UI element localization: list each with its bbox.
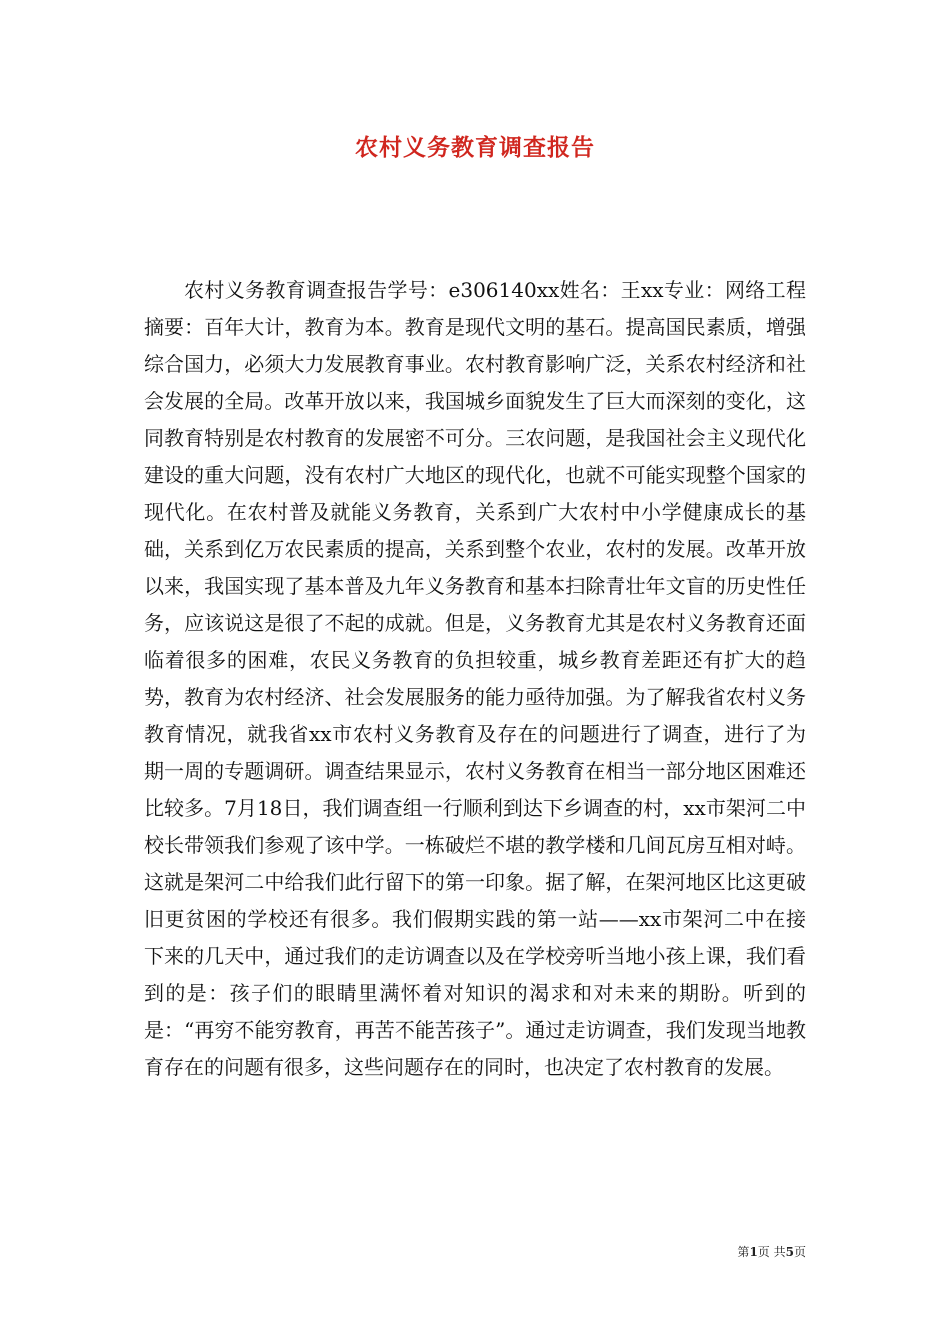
footer-middle: 页 共 [757, 1245, 786, 1259]
document-body-paragraph: 农村义务教育调查报告学号：e306140xx姓名：王xx专业：网络工程摘要：百年大计，教育为本。教育是现代文明的基石。提高国民素质，增强综合国力，必须大力发展教育事业。农村教育影响广泛，关系农村经济和社会发展的全局。改革开放以来，我国城乡面貌发生了巨大而深刻的变化，这同教育特别是农村教育的发展密不可分。三农问题，是我国社会主义现代化建设的重大问题，没有农村广大地区的现代化，也就不可能实现整个国家的现代化。在农村普及就能义务教育，关系到广大农村中小学健康成长的基础，关系到亿万农民素质的提高，关系到整个农业，农村的发展。改革开放以来，我国实现了基本普及九年义务教育和基本扫除青壮年文盲的历史性任务，应该说这是很了不起的成就。但是，义务教育尤其是农村义务教育还面临着很多的困难，农民义务教育的负担较重，城乡教育差距还有扩大的趋势，教育为农村经济、社会发展服务的能力亟待加强。为了解我省农村义务教育情况，就我省xx市农村义务教育及存在的问题进行了调查，进行了为期一周的专题调研。调查结果显示，农村义务教育在相当一部分地区困难还比较多。7月18日，我们调查组一行顺利到达下乡调查的村，xx市架河二中校长带领我们参观了该中学。一栋破烂不堪的教学楼和几间瓦房互相对峙。这就是架河二中给我们此行留下的第一印象。据了解，在架河地区比这更破旧更贫困的学校还有很多。我们假期实践的第一站——xx市架河二中在接下来的几天中，通过我们的走访调查以及在学校旁听当地小孩上课，我们看到的是：孩子们的眼睛里满怀着对知识的渴求和对未来的期盼。听到的是：“再穷不能穷教育，再苦不能苦孩子”。通过走访调查，我们发现当地教育存在的问题有很多，这些问题存在的同时，也决定了农村教育的发展。 [144, 278, 806, 1079]
footer-total-pages: 5 [785, 1245, 794, 1259]
footer-current-page: 1 [749, 1245, 758, 1259]
footer-prefix: 第 [737, 1245, 750, 1259]
document-title: 农村义务教育调查报告 [355, 134, 595, 161]
footer-suffix: 页 [793, 1245, 806, 1259]
page-footer [737, 1243, 806, 1261]
